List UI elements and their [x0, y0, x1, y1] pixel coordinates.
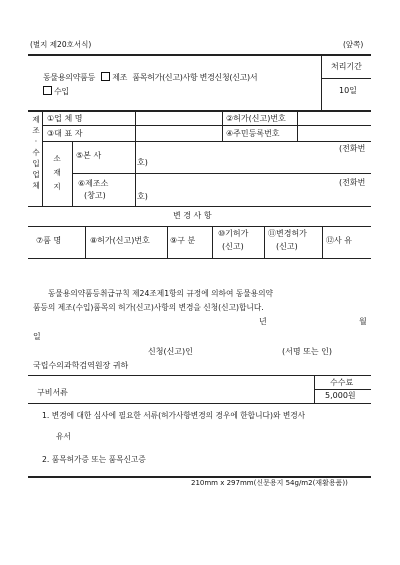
head-office-label: ⑤본 사 — [76, 151, 102, 160]
factory-phone-tail: 호) — [137, 192, 148, 201]
license-number-field[interactable] — [298, 111, 370, 125]
addressee: 국립수의과학검역원장 귀하 — [33, 361, 129, 370]
document-item-2: 2. 품목허가증 또는 품목신고증 — [42, 455, 146, 464]
processing-value: 10일 — [339, 86, 357, 95]
col-category: ⑨구 분 — [170, 236, 196, 245]
company-name-label: ①업 체 명 — [47, 114, 83, 123]
documents-label: 구비서류 — [37, 388, 68, 397]
title-option-import: 수입 — [54, 87, 69, 96]
title-option-manufacture: 제조 — [112, 73, 128, 82]
col-product-name: ⑦품 명 — [36, 236, 62, 245]
changes-section-title: 변 경 사 항 — [173, 211, 212, 220]
representative-label: ③대 표 자 — [47, 129, 83, 138]
title-prefix: 동물용의약품등 — [43, 73, 95, 82]
registration-number-label: ④주민등록번호 — [226, 129, 280, 138]
statement-line2: 품등의 제조(수입)품목의 허가(신고)사항의 변경을 신청(신고)합니다. — [33, 303, 264, 312]
sign-or-seal-label: (서명 또는 인) — [282, 347, 332, 356]
fee-value: 5,000원 — [325, 391, 356, 400]
company-name-field[interactable] — [136, 111, 221, 125]
applicant-signature-label: 신청(신고)인 — [148, 347, 193, 356]
processing-label: 처리기간 — [331, 62, 362, 71]
manufacture-checkbox[interactable] — [101, 72, 110, 81]
side-note: (앞쪽) — [343, 40, 364, 49]
col-license-number: ⑧허가(신고)번호 — [90, 236, 150, 245]
import-checkbox[interactable] — [43, 86, 52, 95]
factory-sub-label: (창고) — [84, 191, 106, 200]
fee-label: 수수료 — [330, 378, 354, 387]
form-number: (별지 제20호서식) — [30, 40, 92, 49]
document-item-1-cont: 유서 — [56, 432, 71, 441]
applicant-side-label: 제 조 · 수 입 업 체 — [32, 115, 40, 190]
col-prior-license-sub: (신고) — [222, 242, 244, 251]
date-day: 일 — [33, 332, 41, 341]
license-number-label: ②허가(신고)번호 — [226, 114, 286, 123]
statement-line1: 동물용의약품등취급규칙 제24조제1항의 규정에 의하여 동물용의약 — [48, 289, 273, 298]
form-title — [43, 72, 257, 82]
document-item-1: 1. 변경에 대한 심사에 필요한 서류(허가사항변경의 경우에 한합니다)와 변경사 — [42, 411, 306, 420]
head-office-phone-label: (전화번 — [339, 144, 366, 153]
representative-field[interactable] — [136, 126, 221, 140]
title-middle: 품목허가(신고)사항 변경신청(신고)서 — [132, 73, 258, 82]
head-office-address-field[interactable] — [136, 142, 370, 172]
col-prior-license: ⑩기허가 — [218, 229, 249, 238]
factory-phone-label: (전화번 — [339, 178, 366, 187]
col-changed-license-sub: (신고) — [276, 242, 298, 251]
col-changed-license: ⑪변경허가 — [268, 229, 307, 238]
date-month: 월 — [359, 317, 367, 326]
factory-address-field[interactable] — [136, 174, 370, 205]
location-label: 소 재 지 — [53, 154, 61, 191]
col-reason: ⑫사 유 — [326, 236, 352, 245]
date-year: 년 — [259, 317, 267, 326]
factory-label: ⑥제조소 — [78, 179, 109, 188]
registration-number-field[interactable] — [298, 126, 370, 140]
paper-spec: 210mm x 297mm(신문용지 54g/m2(재활용품)) — [191, 479, 348, 487]
title-line2 — [43, 86, 69, 96]
head-office-phone-tail: 호) — [137, 158, 148, 167]
